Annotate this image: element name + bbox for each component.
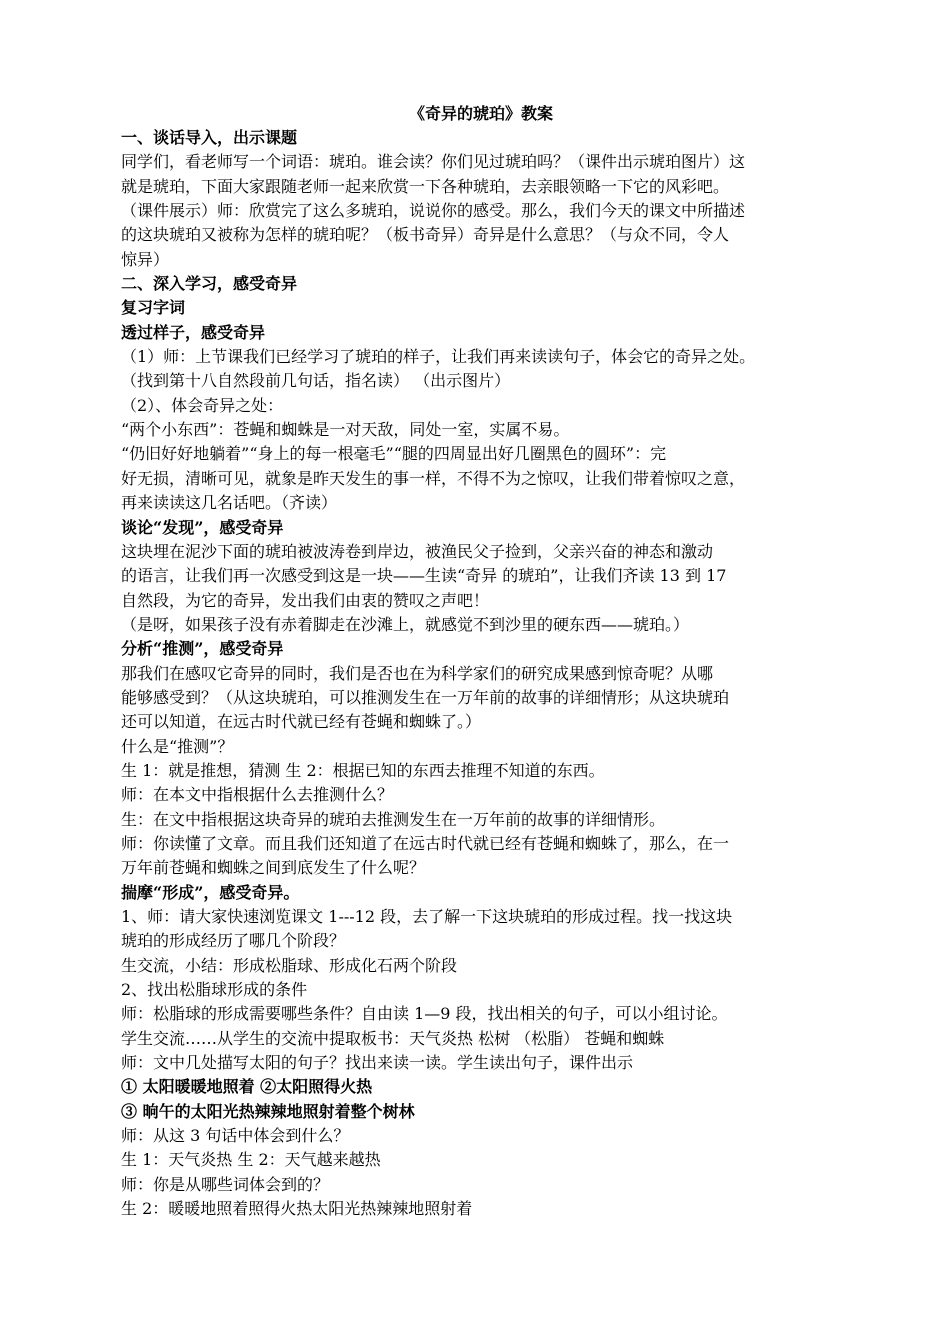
text-line: 生 1：就是推想，猜测 生 2：根据已知的东西去推理不知道的东西。 bbox=[121, 760, 605, 780]
text-line: 师：松脂球的形成需要哪些条件？自由读 1—9 段，找出相关的句子，可以小组讨论。 bbox=[121, 1004, 728, 1024]
text-line: 能够感受到？（从这块琥珀，可以推测发生在一万年前的故事的详细情形；从这块琥珀 bbox=[121, 687, 730, 707]
text-line: “仍旧好好地躺着”“身上的每一根毫毛”“腿的四周显出好几圈黑色的圆环”：完 bbox=[121, 444, 667, 464]
text-line: 师：文中几处描写太阳的句子？找出来读一读。学生读出句子，课件出示 bbox=[121, 1053, 634, 1073]
section-heading: 分析“推测”，感受奇异 bbox=[121, 639, 284, 659]
text-line: 琥珀的形成经历了哪几个阶段？ bbox=[121, 931, 346, 951]
text-line: 同学们，看老师写一个词语：琥珀。谁会读？你们见过琥珀吗？（课件出示琥珀图片）这 bbox=[121, 152, 746, 172]
section-heading: 二、深入学习，感受奇异 bbox=[121, 274, 298, 294]
section-heading: 透过样子，感受奇异 bbox=[121, 322, 266, 342]
text-line: （课件展示）师：欣赏完了这么多琥珀，说说你的感受。那么，我们今天的课文中所描述 bbox=[121, 201, 746, 221]
text-line: 生 1：天气炎热 生 2：天气越来越热 bbox=[121, 1150, 381, 1170]
section-heading: 揣摩“形成”，感受奇异。 bbox=[121, 882, 300, 902]
section-heading: 一、谈话导入，出示课题 bbox=[121, 128, 298, 147]
text-line: 师：在本文中指根据什么去推测什么？ bbox=[121, 785, 394, 805]
text-line: 什么是“推测”？ bbox=[121, 736, 234, 756]
text-line: 师：从这 3 句话中体会到什么？ bbox=[121, 1126, 350, 1146]
text-line: （1）师：上节课我们已经学习了琥珀的样子，让我们再来读读句子，体会它的奇异之处。 bbox=[121, 347, 756, 367]
text-line: （找到第十八自然段前几句话，指名读） （出示图片） bbox=[121, 371, 511, 391]
section-heading: ① 太阳暖暖地照着 ②太阳照得火热 bbox=[121, 1077, 373, 1097]
text-line: 1、师：请大家快速浏览课文 1---12 段，去了解一下这块琥珀的形成过程。找一找这块 bbox=[121, 907, 733, 926]
text-line: 自然段，为它的奇异，发出我们由衷的赞叹之声吧！ bbox=[121, 590, 490, 610]
text-line: （是呀，如果孩子没有赤着脚走在沙滩上，就感觉不到沙里的硬东西——琥珀。） bbox=[121, 614, 690, 634]
text-line: 再来读读这几名话吧。（齐读） bbox=[121, 493, 338, 513]
document-title: 《奇异的琥珀》教案 bbox=[408, 104, 553, 123]
text-line: 的语言，让我们再一次感受到这是一块——生读“奇异 的琥珀”，让我们齐读 13 到 17 bbox=[121, 566, 727, 586]
section-heading: ③ 晌午的太阳光热辣辣地照射着整个树林 bbox=[121, 1101, 415, 1121]
text-line: 生：在文中指根据这块奇异的琥珀去推测发生在一万年前的故事的详细情形。 bbox=[121, 809, 666, 829]
text-line: 的这块琥珀又被称为怎样的琥珀呢？（板书奇异）奇异是什么意思？（与众不同，令人 bbox=[121, 225, 730, 245]
text-line: “两个小东西”：苍蝇和蜘蛛是一对天敌，同处一室，实属不易。 bbox=[121, 420, 570, 440]
text-line: 惊异） bbox=[121, 249, 170, 269]
document-lines bbox=[121, 126, 841, 1221]
text-line: 万年前苍蝇和蜘蛛之间到底发生了什么呢？ bbox=[121, 858, 426, 878]
text-line: 生交流，小结：形成松脂球、形成化石两个阶段 bbox=[121, 955, 458, 975]
text-line: 学生交流……从学生的交流中提取板书：天气炎热 松树 （松脂） 苍蝇和蜘蛛 bbox=[121, 1028, 665, 1048]
text-line: 好无损，清晰可见，就象是昨天发生的事一样，不得不为之惊叹，让我们带着惊叹之意， bbox=[121, 468, 746, 488]
text-line: 2、找出松脂球形成的条件 bbox=[121, 980, 308, 1000]
text-line: 师：你读懂了文章。而且我们还知道了在远古时代就已经有苍蝇和蜘蛛了，那么，在一 bbox=[121, 833, 730, 853]
text-line: 就是琥珀，下面大家跟随老师一起来欣赏一下各种琥珀，去亲眼领略一下它的风彩吧。 bbox=[121, 176, 730, 196]
text-line: 师：你是从哪些词体会到的？ bbox=[121, 1174, 330, 1194]
text-line: 还可以知道，在远古时代就已经有苍蝇和蜘蛛了。） bbox=[121, 712, 482, 732]
section-heading: 复习字词 bbox=[121, 298, 186, 318]
text-line: 这块埋在泥沙下面的琥珀被波涛卷到岸边，被渔民父子捡到，父亲兴奋的神态和激动 bbox=[121, 541, 714, 561]
section-heading: 谈论“发现”，感受奇异 bbox=[121, 517, 284, 537]
text-line: 生 2：暖暖地照着照得火热太阳光热辣辣地照射着 bbox=[121, 1199, 473, 1219]
text-line: 那我们在感叹它奇异的同时，我们是否也在为科学家们的研究成果感到惊奇呢？从哪 bbox=[121, 663, 714, 683]
text-line: （2）、体会奇异之处： bbox=[121, 395, 284, 415]
document-body bbox=[121, 101, 841, 1221]
